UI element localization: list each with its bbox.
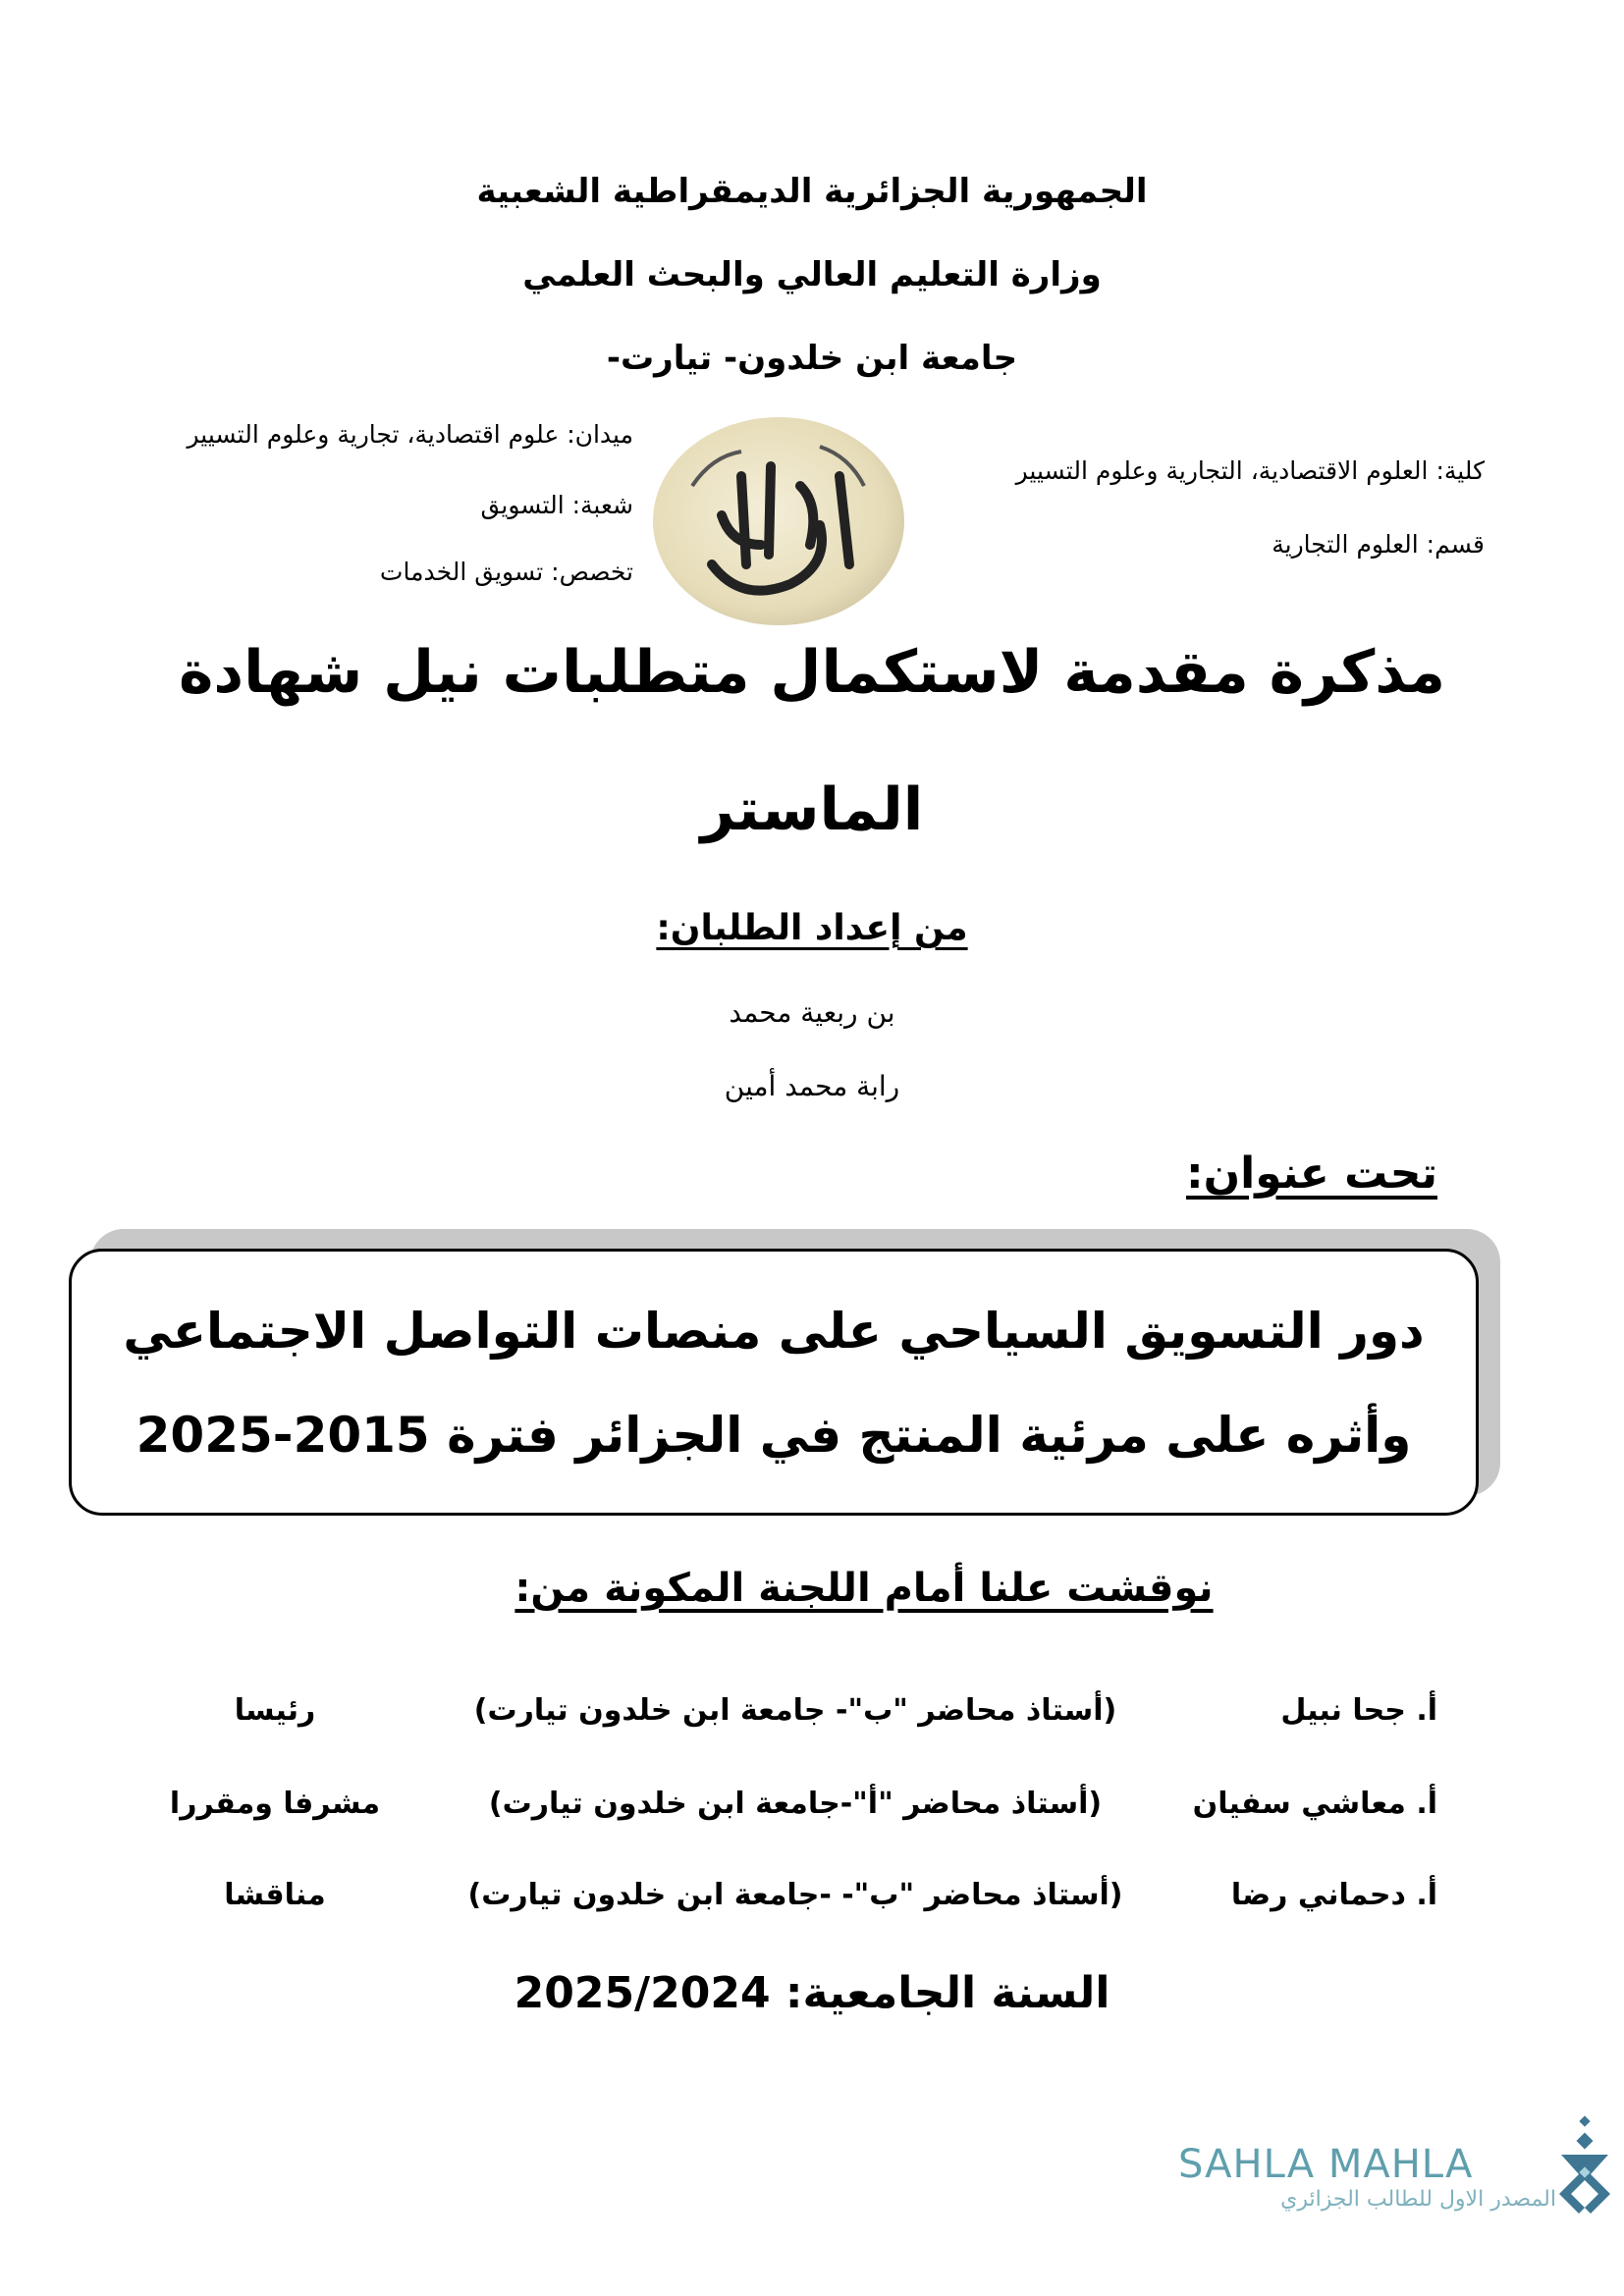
member-name: أ. معاشي سفيان bbox=[1192, 1787, 1437, 1821]
university-name: جامعة ابن خلدون- تيارت- bbox=[606, 339, 1018, 378]
subject-heading: تحت عنوان: bbox=[1186, 1148, 1437, 1199]
memo-title-line1: مذكرة مقدمة لاستكمال متطلبات نيل شهادة bbox=[178, 638, 1446, 707]
students-heading: من إعداد الطلبان: bbox=[656, 908, 968, 948]
committee-heading: نوقشت علنا أمام اللجنة المكونة من: bbox=[514, 1566, 1214, 1611]
member-rank: (أستاذ محاضر "أ"-جامعة ابن خلدون تيارت) bbox=[488, 1787, 1103, 1821]
watermark-brand: SAHLA MAHLA bbox=[1178, 2142, 1474, 2187]
thesis-title-line2: وأثره على مرئية المنتج في الجزائر فترة 2015-2025 bbox=[135, 1407, 1412, 1464]
specialty-label: تخصص: تسويق الخدمات bbox=[379, 558, 633, 586]
branch-label: شعبة: التسويق bbox=[480, 491, 633, 519]
sahla-mahla-watermark bbox=[1178, 2142, 1556, 2212]
member-role: مشرفا ومقررا bbox=[169, 1787, 381, 1821]
faculty-label: كلية: العلوم الاقتصادية، التجارية وعلوم التسيير bbox=[1015, 456, 1485, 485]
republic-name: الجمهورية الجزائرية الديمقراطية الشعبية bbox=[476, 172, 1148, 211]
calligraphy-emblem-icon bbox=[653, 417, 904, 625]
member-rank: (أستاذ محاضر "ب"- -جامعة ابن خلدون تيارت) bbox=[467, 1878, 1123, 1912]
member-name: أ. جحا نبيل bbox=[1280, 1693, 1437, 1728]
university-logo bbox=[653, 417, 904, 625]
thesis-title-box bbox=[69, 1249, 1479, 1516]
academic-year: السنة الجامعية: 2025/2024 bbox=[514, 1968, 1110, 2018]
member-name: أ. دحماني رضا bbox=[1230, 1878, 1437, 1912]
student-name: بن ربعية محمد bbox=[729, 996, 895, 1029]
student-name: رابة محمد أمين bbox=[724, 1070, 900, 1102]
memo-title-line2: الماستر bbox=[700, 775, 924, 844]
field-label: ميدان: علوم اقتصادية، تجارية وعلوم التسيير bbox=[187, 420, 633, 449]
member-rank: (أستاذ محاضر "ب"- جامعة ابن خلدون تيارت) bbox=[473, 1693, 1117, 1728]
member-role: مناقشا bbox=[224, 1878, 326, 1912]
thesis-title-line1: دور التسويق السياحي على منصات التواصل الاجتماعي bbox=[123, 1303, 1425, 1360]
department-label: قسم: العلوم التجارية bbox=[1272, 530, 1485, 559]
sahla-mahla-logo-icon bbox=[1551, 2115, 1620, 2223]
ministry-name: وزارة التعليم العالي والبحث العلمي bbox=[522, 255, 1102, 294]
watermark-tagline: المصدر الاول للطالب الجزائري bbox=[1280, 2187, 1556, 2212]
member-role: رئيسا bbox=[234, 1693, 316, 1728]
